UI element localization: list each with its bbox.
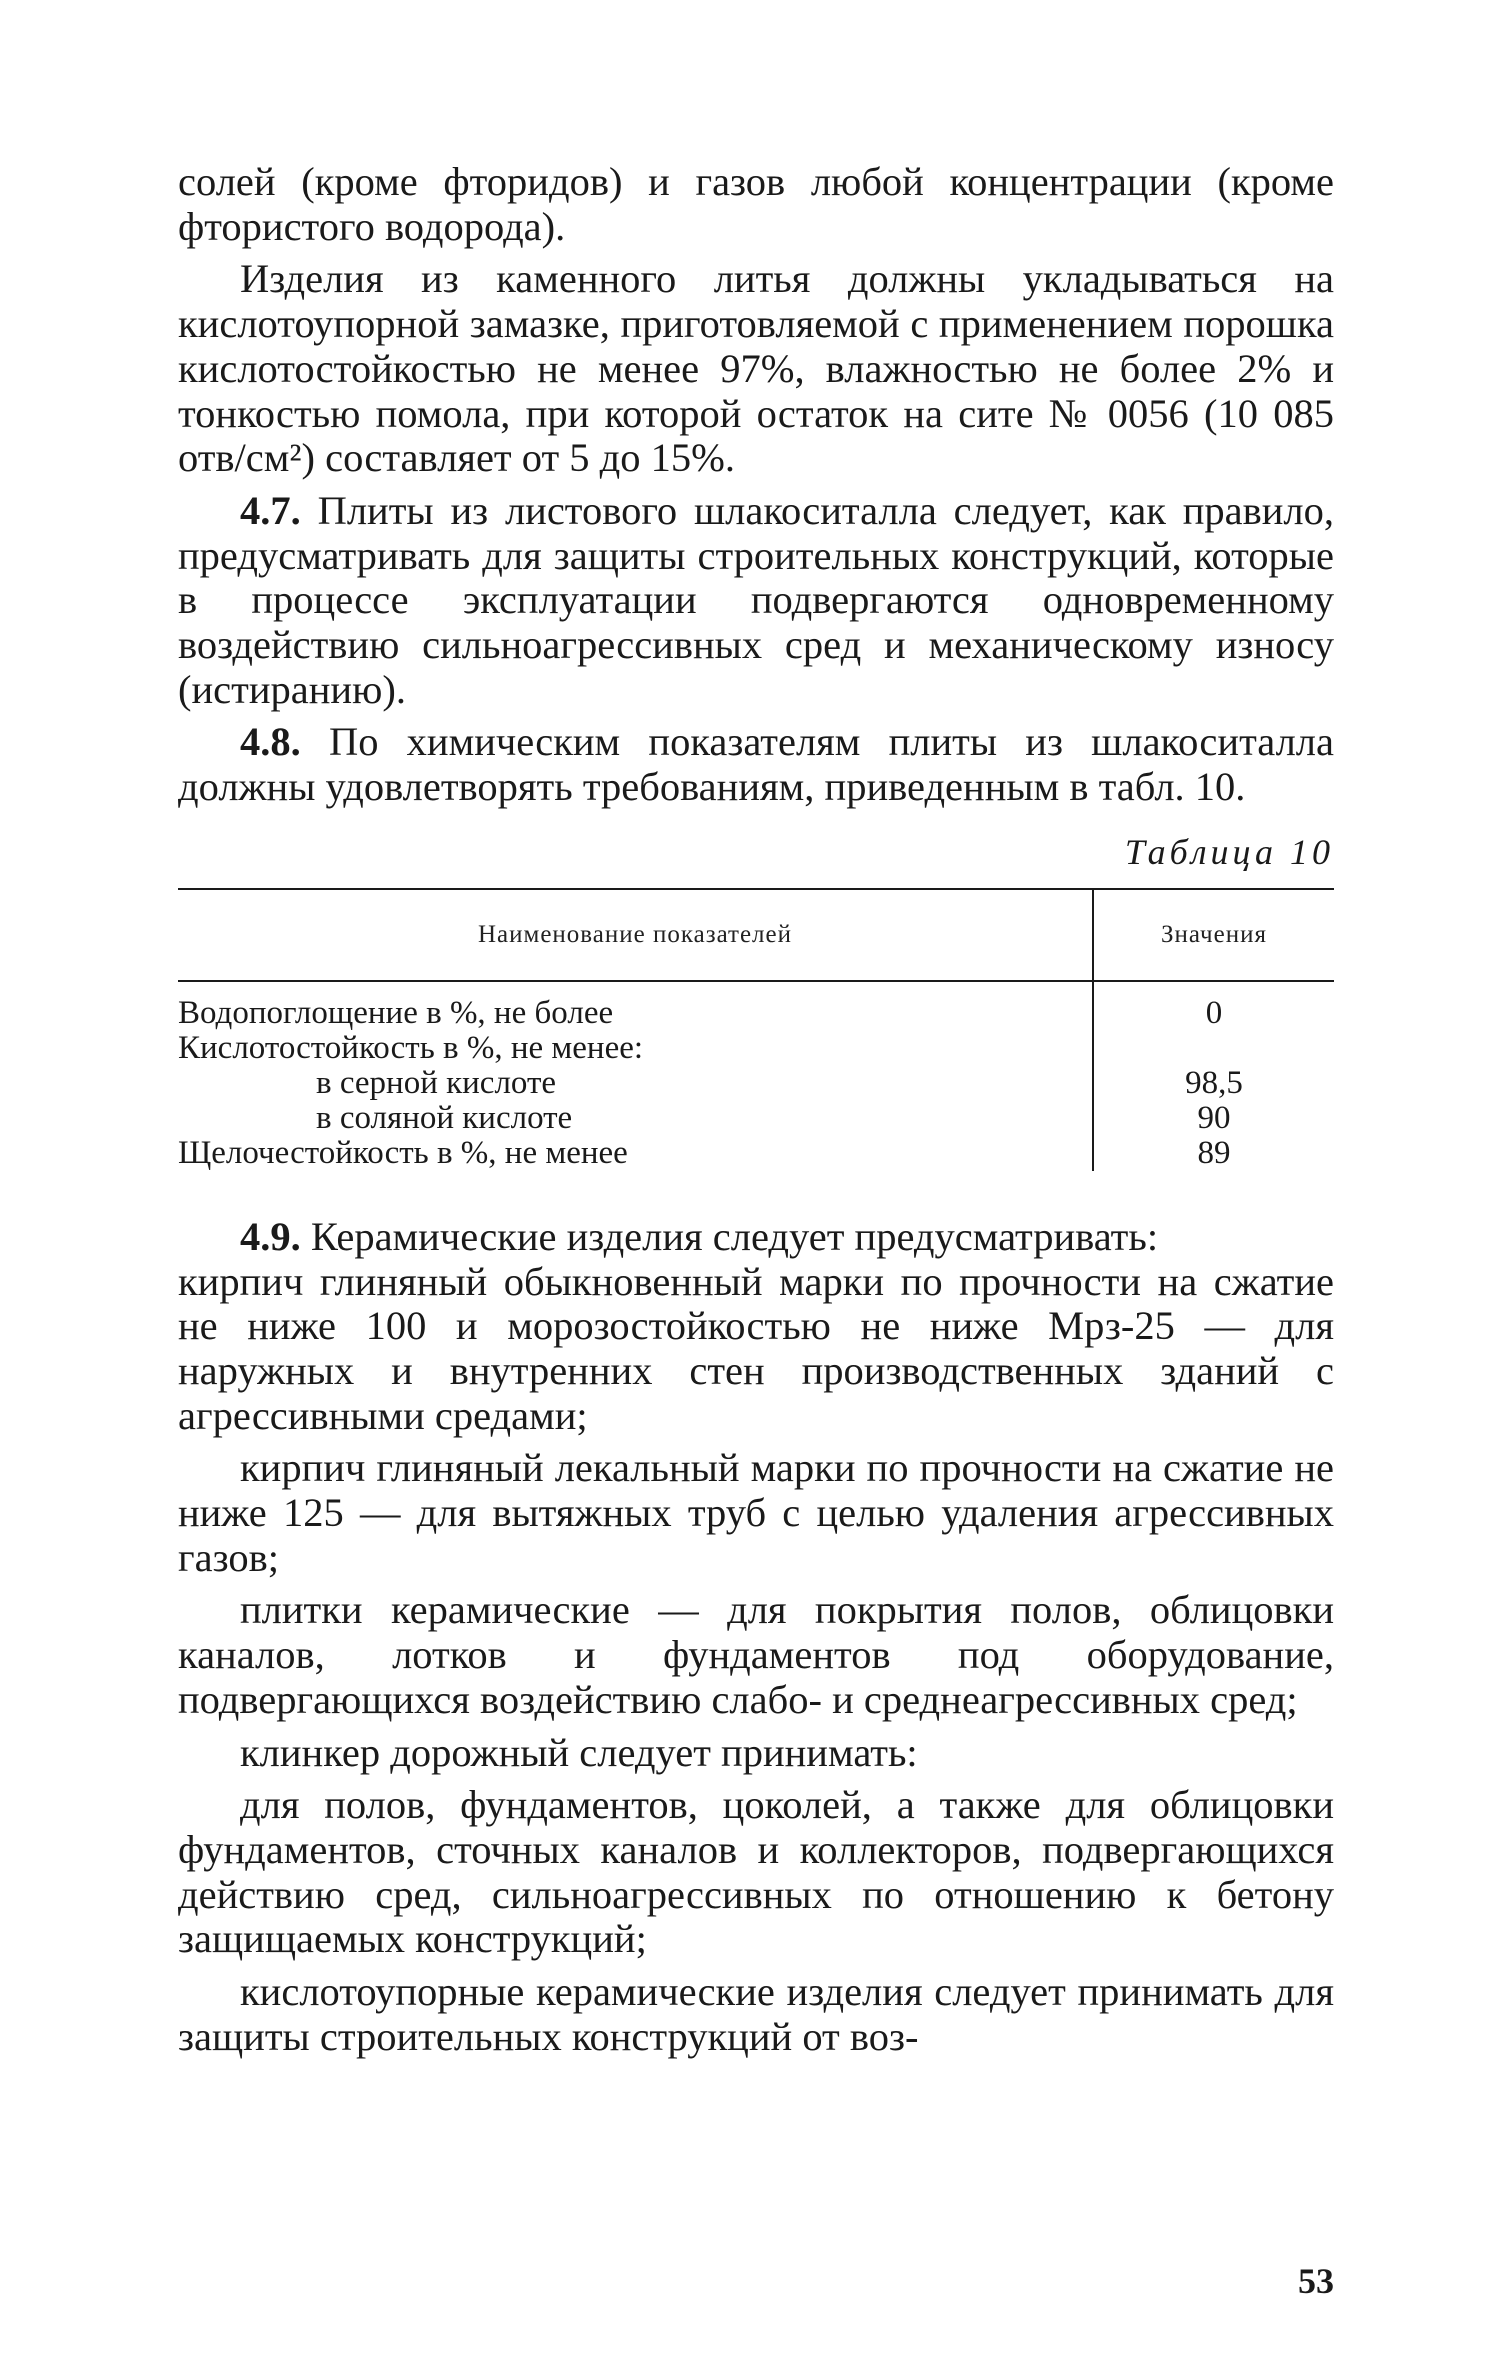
row-label: Кислотостойкость в %, не менее:	[178, 1031, 1093, 1066]
section-4-9-lead: кирпич глиняный обыкновенный марки по прочности на сжатие не ниже 100 и морозостойкостью не ниже Мрз-25 — для наружных и внутренних стен производственных зданий с агрессивными средами;	[178, 1258, 1334, 1438]
section-number: 4.7.	[240, 487, 301, 533]
table-row	[178, 1031, 1334, 1066]
paragraph-continuation: солей (кроме фторидов) и газов любой концентрации (кроме фтористого водорода).	[178, 159, 1334, 249]
row-label: Щелочестойкость в %, не менее	[178, 1136, 1093, 1171]
row-label: Водопоглощение в %, не более	[178, 981, 1093, 1031]
table-header-value: Значения	[1093, 889, 1334, 981]
section-4-7	[178, 489, 1334, 713]
list-item: клинкер дорожный следует принимать:	[240, 1729, 918, 1775]
row-value: 98,5	[1185, 1064, 1243, 1101]
table-10	[178, 888, 1334, 1171]
table-header-name: Наименование показателей	[178, 889, 1093, 981]
list-item: плитки керамические — для покрытия полов, облицовки каналов, лотков и фундаментов под оборудование, подвергающихся воздействию слабо- и среднеагрессивных сред;	[178, 1587, 1334, 1722]
table-row	[178, 981, 1334, 1031]
section-text: Плиты из листового шлакоситалла следует, как правило, предусматривать для защиты строительных конструкций, которые в процессе эксплуатации подвергаются одновременному воздействию сильноагрессивных сред и механическому износу (истиранию).	[178, 487, 1334, 712]
table-header-row	[178, 889, 1334, 981]
row-label: в серной кислоте	[178, 1066, 1093, 1101]
section-4-8	[178, 720, 1334, 809]
row-value: 0	[1205, 994, 1223, 1031]
section-4-9	[178, 1215, 1334, 1260]
list-item: кислотоупорные керамические изделия следует принимать для защиты строительных конструкций от воз-	[178, 1969, 1334, 2059]
table-row	[178, 1066, 1334, 1101]
page-body	[178, 160, 1334, 2060]
table-row	[178, 1136, 1334, 1171]
row-value	[1093, 1031, 1334, 1066]
row-value: 89	[1197, 1134, 1231, 1171]
section-number: 4.9.	[240, 1213, 301, 1259]
row-value: 90	[1197, 1099, 1231, 1136]
table-caption: Таблица 10	[1124, 831, 1334, 872]
section-text: По химическим показателям плиты из шлакоситалла должны удовлетворять требованиям, приведенным в табл. 10.	[178, 719, 1334, 810]
row-label: в соляной кислоте	[178, 1101, 1093, 1136]
section-number: 4.8.	[240, 719, 301, 765]
table-row	[178, 1101, 1334, 1136]
page-number: 53	[1298, 2261, 1334, 2301]
list-item: кирпич глиняный лекальный марки по прочности на сжатие не ниже 125 — для вытяжных труб с целью удаления агрессивных газов;	[178, 1445, 1334, 1580]
list-item: для полов, фундаментов, цоколей, а также для облицовки фундаментов, сточных каналов и коллекторов, подвергающихся действию сред, сильноагрессивных по отношению к бетону защищаемых конструкций;	[178, 1782, 1334, 1962]
paragraph-stone-casting: Изделия из каменного литья должны укладываться на кислотоупорной замазке, приготовляемой с применением порошка кислотостойкостью не менее 97%, влажностью не более 2% и тонкостью помола, при которой остаток на сите № 0056 (10 085 отв/см²) составляет от 5 до 15%.	[178, 256, 1334, 481]
section-text: Керамические изделия следует предусматривать:	[310, 1213, 1159, 1259]
